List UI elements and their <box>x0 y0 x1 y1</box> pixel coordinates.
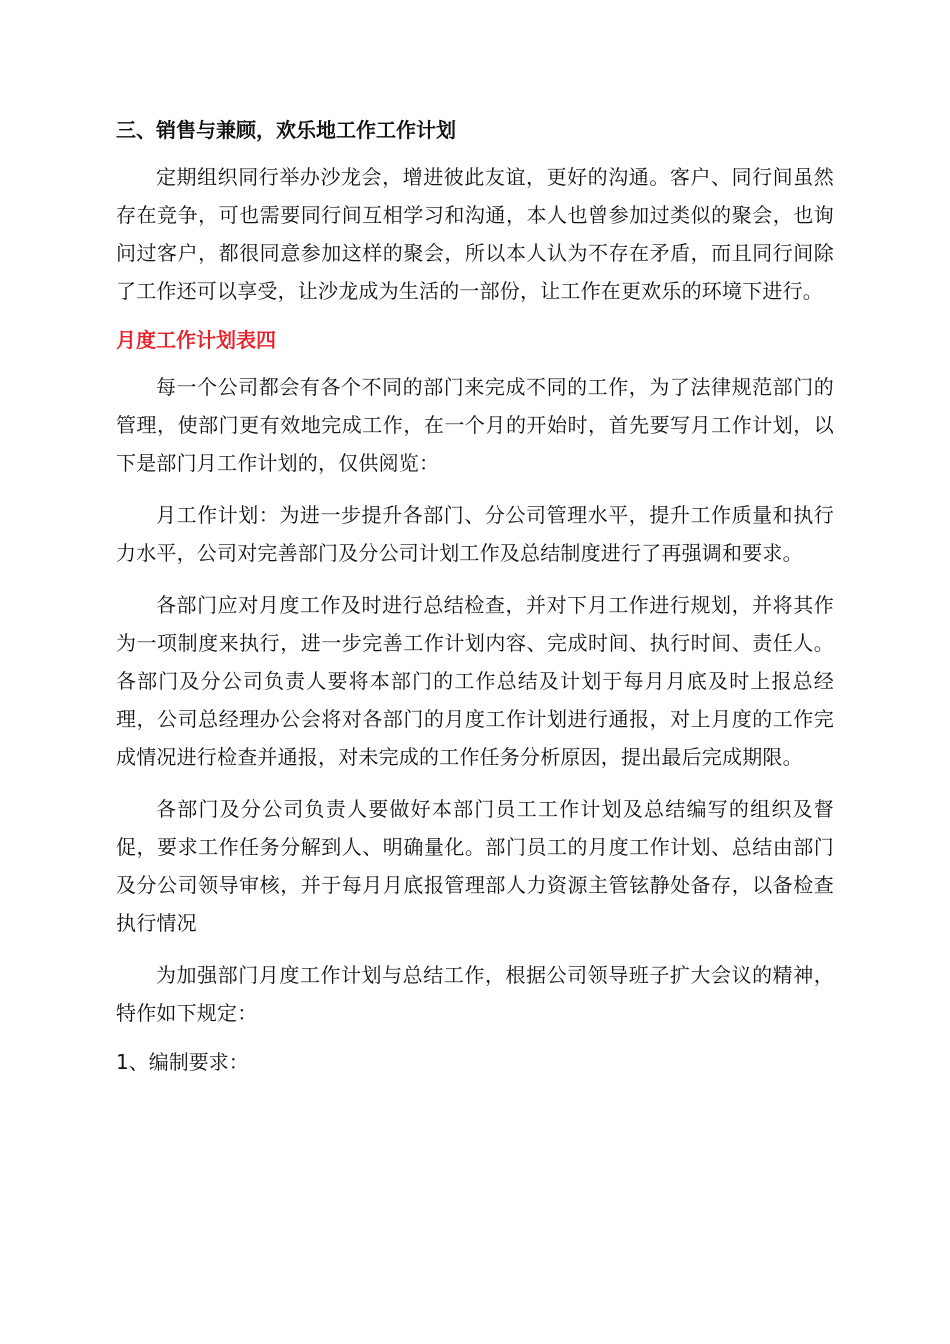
section-heading-sales: 三、销售与兼顾，欢乐地工作工作计划 <box>116 118 456 142</box>
section-heading-monthly-plan: 月度工作计划表四 <box>116 328 276 352</box>
paragraph-monthly-plan: 月工作计划：为进一步提升各部门、分公司管理水平，提升工作质量和执行力水平，公司对完善部门及分公司计划工作及总结制度进行了再强调和要求。 <box>116 503 834 565</box>
paragraph-salon: 定期组织同行举办沙龙会，增进彼此友谊，更好的沟通。客户、同行间虽然存在竞争，可也需要同行间互相学习和沟通，本人也曾参加过类似的聚会，也询问过客户，都很同意参加这样的聚会，所以本人认为不存在矛盾，而且同行间除了工作还可以享受，让沙龙成为生活的一部份，让工作在更欢乐的环境下进行。 <box>116 165 834 303</box>
paragraph-department-review: 各部门应对月度工作及时进行总结检查，并对下月工作进行规划，并将其作为一项制度来执行，进一步完善工作计划内容、完成时间、执行时间、责任人。各部门及分公司负责人要将本部门的工作总结及计划于每月月底及时上报总经理，公司总经理办公会将对各部门的月度工作计划进行通报，对上月度的工作完成情况进行检查并通报，对未完成的工作任务分析原因，提出最后完成期限。 <box>116 593 834 769</box>
document-page <box>116 114 834 1078</box>
paragraph-intro: 每一个公司都会有各个不同的部门来完成不同的工作，为了法律规范部门的管理，使部门更有效地完成工作，在一个月的开始时，首先要写月工作计划，以下是部门月工作计划的，仅供阅览： <box>116 375 834 475</box>
paragraph-regulations: 为加强部门月度工作计划与总结工作，根据公司领导班子扩大会议的精神，特作如下规定： <box>116 963 834 1025</box>
list-item-requirements: 1、编制要求： <box>116 1050 249 1074</box>
paragraph-staff-plans: 各部门及分公司负责人要做好本部门员工工作计划及总结编写的组织及督促，要求工作任务分解到人、明确量化。部门员工的月度工作计划、总结由部门及分公司领导审核，并于每月月底报管理部人力资源主管铉静处备存，以备检查执行情况 <box>116 797 834 935</box>
